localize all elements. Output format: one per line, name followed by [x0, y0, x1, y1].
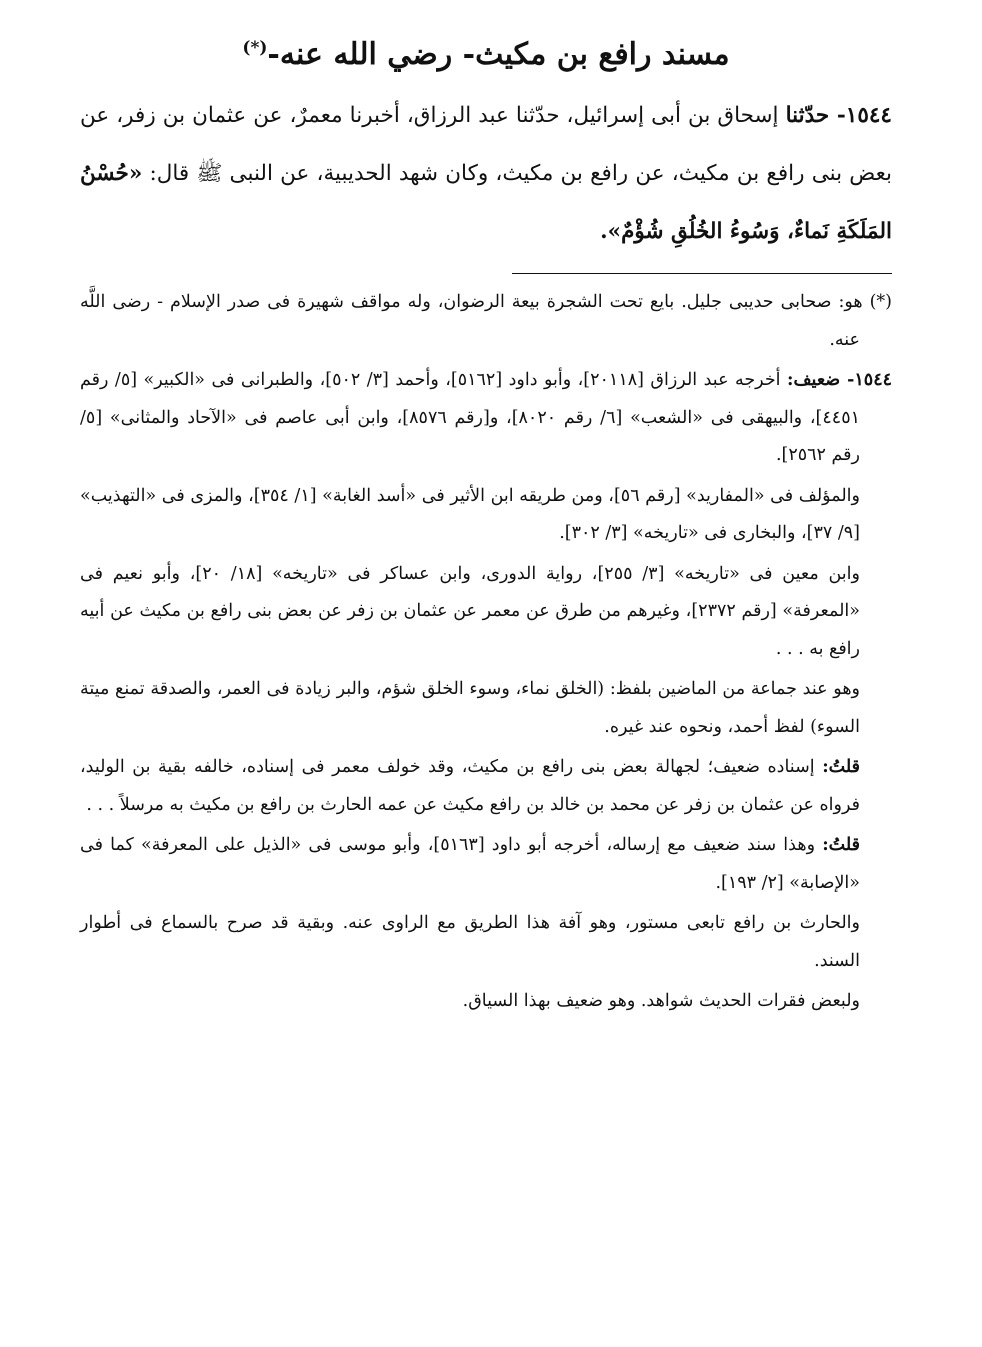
footnote-paragraph-2: والمؤلف فى «المفاريد» [رقم ٥٦]، ومن طريقه ابن الأثير فى «أسد الغابة» [١/ ٣٥٤]، والمزى فى «التهذيب» [٩/ ٣٧]، والبخارى فى «تاريخه» [٣/ ٣٠٢].	[80, 485, 860, 543]
footnote-takhrij	[80, 362, 892, 475]
footnote-qultu-2	[80, 827, 892, 902]
qultu-1-text: إسناده ضعيف؛ لجهالة بعض بنى رافع بن مكيث، وقد خولف معمر فى إسناده، خالفه بقية بن الوليد، فرواه عن عثمان بن زفر عن محمد بن خالد بن رافع مكيث عن عمه الحارث بن رافع بن مكيث به مرسلاً . . .	[80, 757, 860, 815]
takhrij-text: أخرجه عبد الرزاق [٢٠١١٨]، وأبو داود [٥١٦٢]، وأحمد [٣/ ٥٠٢]، والطبرانى فى «الكبير» [٥/ رقم ٤٤٥١]، والبيهقى فى «الشعب» [٦/ رقم ٨٠٢٠]، و[رقم ٨٥٧٦]، وابن أبى عاصم فى «الآحاد والمثانى» [٥/ رقم ٢٥٦٢].	[80, 370, 860, 465]
qultu-2-text: وهذا سند ضعيف مع إرساله، أخرجه أبو داود [٥١٦٣]، وأبو موسى فى «الذيل على المعرفة» كما فى «الإصابة» [٢/ ١٩٣].	[80, 835, 860, 893]
footnote-separator	[512, 273, 892, 274]
footnote-paragraph-8: ولبعض فقرات الحديث شواهد. وهو ضعيف بهذا السياق.	[462, 991, 860, 1011]
hadith-isnad: إسحاق بن أبى إسرائيل، حدّثنا عبد الرزاق، أخبرنا معمرٌ، عن عثمان بن زفر، عن بعض بنى رافع بن مكيث، عن رافع بن مكيث، وكان شهد الحديبية، عن النبى ﷺ قال:	[80, 103, 892, 186]
page-title-text: مسند رافع بن مكيث- رضي الله عنه-	[267, 37, 730, 72]
footnote-qultu-1	[80, 749, 892, 824]
footnote-paragraph-3: وابن معين فى «تاريخه» [٣/ ٢٥٥]، رواية الدورى، وابن عساكر فى «تاريخه» [١٨/ ٢٠]، وأبو نعيم فى «المعرفة» [رقم ٢٣٧٢]، وغيرهم من طرق عن معمر عن عثمان بن زفر عن بعض بنى رافع بن مكيث عن أبيه رافع به . . .	[80, 563, 860, 659]
footnote-paragraph-7: والحارث بن رافع تابعى مستور، وهو آفة هذا الطريق مع الراوى عنه. وبقية قد صرح بالسماع فى أطوار السند.	[80, 913, 860, 971]
page-title	[80, 26, 892, 77]
hadith-matn: «حُسْنُ المَلَكَةِ نَماءٌ، وَسُوءُ الخُلُقِ شُؤْمٌ».	[80, 161, 892, 244]
hadith-text	[80, 87, 892, 261]
footnote-paragraph-4: وهو عند جماعة من الماضين بلفظ: (الخلق نماء، وسوء الخلق شؤم، والبر زيادة فى العمر، والصدقة تمنع ميتة السوء) لفظ أحمد، ونحوه عند غيره.	[80, 679, 860, 737]
footnote-marker: (*)	[242, 38, 268, 58]
footnote-companion: (*) هو: صحابى حديبى جليل. بايع تحت الشجرة بيعة الرضوان، وله مواقف شهيرة فى صدر الإسلام - رضى اللَّه عنه.	[80, 292, 892, 350]
hadith-number: ١٥٤٤- حدّثنا	[785, 103, 892, 128]
qultu-2-label: قلتُ:	[822, 835, 860, 855]
takhrij-label: ١٥٤٤- ضعيف:	[786, 370, 893, 390]
qultu-1-label: قلتُ:	[822, 757, 860, 777]
document-page	[80, 26, 892, 1024]
